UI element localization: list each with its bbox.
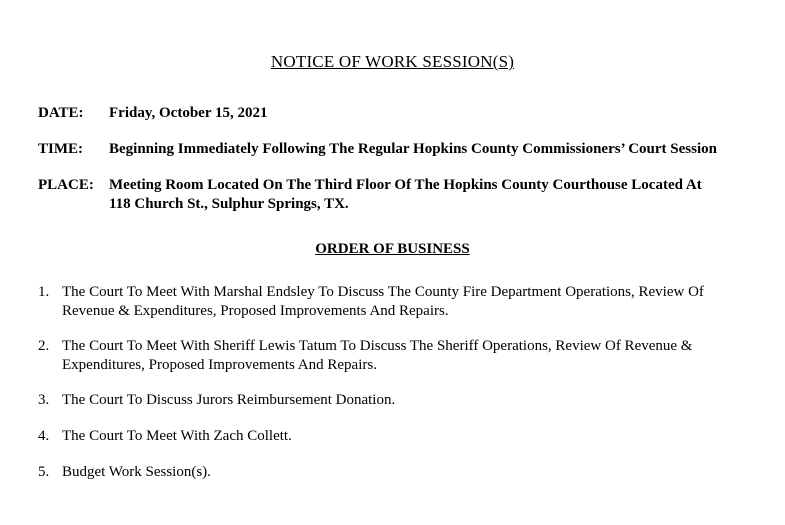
agenda-item-text — [62, 283, 762, 321]
agenda-item-text — [62, 427, 762, 446]
agenda-item-text — [62, 337, 762, 375]
agenda-item-number: 1. — [38, 284, 50, 300]
agenda-item-number: 2. — [38, 338, 50, 354]
agenda-item-text — [62, 391, 762, 410]
time-value: Beginning Immediately Following The Regular Hopkins County Commissioners’ Court Session — [109, 141, 717, 157]
notice-title: NOTICE OF WORK SESSION(S) — [270, 52, 515, 71]
order-of-business-heading: ORDER OF BUSINESS — [315, 241, 470, 257]
date-label: DATE: — [38, 105, 84, 121]
place-label: PLACE: — [38, 177, 94, 193]
place-line: 118 Church St., Sulphur Springs, TX. — [109, 196, 349, 212]
agenda-item-number: 3. — [38, 392, 50, 408]
agenda-item-number: 4. — [38, 428, 50, 444]
agenda-item-line: Expenditures, Proposed Improvements And Repairs. — [62, 357, 377, 373]
date-value: Friday, October 15, 2021 — [109, 105, 268, 121]
agenda-item-text — [62, 463, 762, 482]
agenda-item-line: Budget Work Session(s). — [62, 464, 211, 480]
agenda-item-line: Revenue & Expenditures, Proposed Improvements And Repairs. — [62, 303, 449, 319]
time-label: TIME: — [38, 141, 83, 157]
agenda-item-line: The Court To Meet With Zach Collett. — [62, 428, 292, 444]
agenda-item-number: 5. — [38, 464, 50, 480]
agenda-item-line: The Court To Meet With Sheriff Lewis Tatum To Discuss The Sheriff Operations, Review Of Revenue & — [62, 338, 693, 354]
agenda-item-line: The Court To Discuss Jurors Reimbursement Donation. — [62, 392, 396, 408]
place-line: Meeting Room Located On The Third Floor Of The Hopkins County Courthouse Located At — [109, 177, 702, 193]
place-value — [109, 176, 769, 214]
agenda-item-line: The Court To Meet With Marshal Endsley To Discuss The County Fire Department Operations, Review Of — [62, 284, 704, 300]
